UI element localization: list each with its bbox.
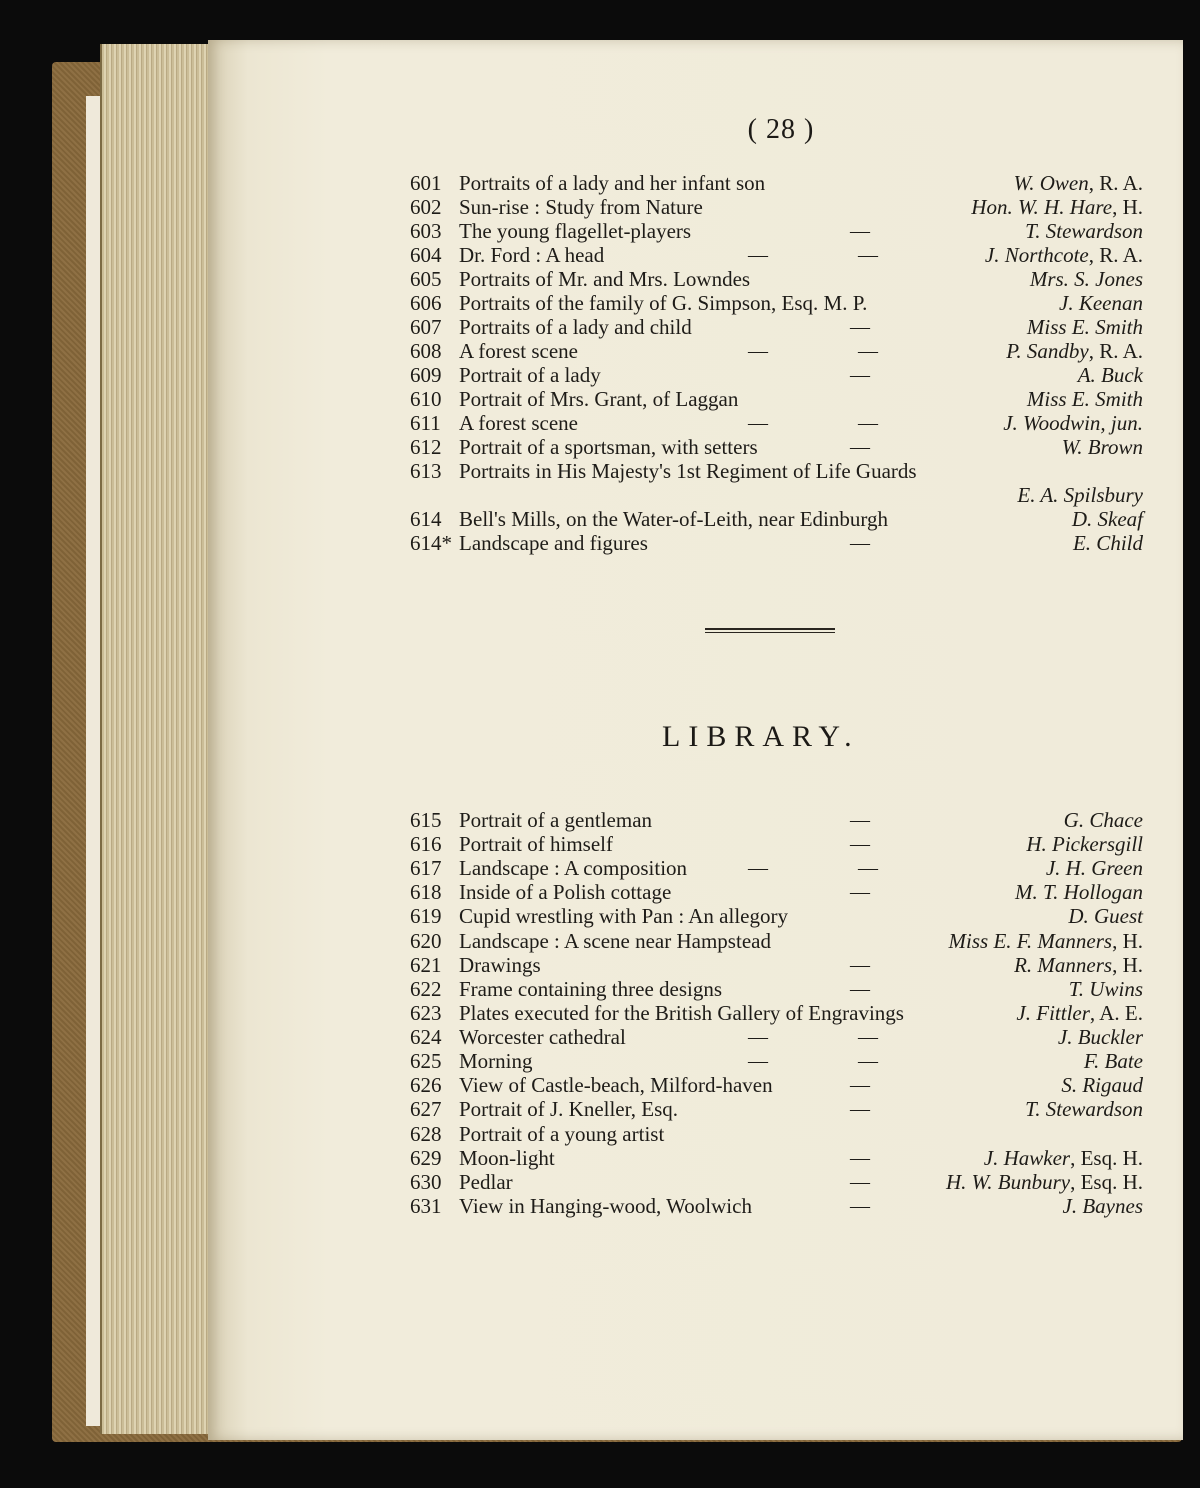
entry-title: Frame containing three designs: [459, 977, 723, 1001]
artist-name: T. Uwins: [1068, 977, 1143, 1001]
entry-title: Sun-rise : Study from Nature: [459, 195, 703, 219]
entry-title: Landscape and figures: [459, 531, 648, 555]
leader-dash: —: [748, 1026, 768, 1048]
entry-artist: [1016, 1001, 1143, 1025]
artist-rank: , Esq. H.: [1070, 1146, 1143, 1170]
leader-dash: —: [858, 1050, 878, 1072]
entry-number: 620: [410, 929, 442, 953]
entry-artist: [985, 243, 1143, 267]
entry-number: 618: [410, 880, 442, 904]
entry-title: Pedlar: [459, 1170, 513, 1194]
entry-artist: [1058, 1025, 1143, 1049]
entry-artist: [1046, 856, 1143, 880]
entry-title: Portraits of Mr. and Mrs. Lowndes: [459, 267, 751, 291]
entry-title: View in Hanging-wood, Woolwich: [459, 1194, 752, 1218]
leader-dash: —: [850, 1171, 870, 1193]
artist-rank: , Esq. H.: [1070, 1170, 1143, 1194]
leader-dash: —: [850, 809, 870, 831]
artist-name: W. Owen: [1013, 171, 1089, 195]
entry-title: View of Castle-beach, Milford-haven: [459, 1073, 773, 1097]
entry-title: Portrait of a lady: [459, 363, 601, 387]
entry-artist: [1025, 219, 1143, 243]
entry-number: 631: [410, 1194, 442, 1218]
entry-artist: [1061, 1073, 1143, 1097]
entry-number: 601: [410, 171, 442, 195]
leader-dash: —: [850, 1074, 870, 1096]
artist-rank: , H.: [1112, 929, 1143, 953]
entry-title: Portrait of Mrs. Grant, of Laggan: [459, 387, 739, 411]
entry-artist: [1006, 339, 1143, 363]
entry-title: Portrait of a young artist: [459, 1122, 665, 1146]
leader-dash: —: [858, 412, 878, 434]
entry-title: Moon-light: [459, 1146, 555, 1170]
section-heading-library: LIBRARY.: [662, 720, 860, 753]
artist-name: J. Fittler: [1016, 1001, 1090, 1025]
leader-dash: —: [850, 1147, 870, 1169]
entry-title: Portraits of a lady and child: [459, 315, 692, 339]
artist-name: Miss E. Smith: [1026, 387, 1143, 411]
artist-name: W. Brown: [1061, 435, 1143, 459]
entry-title: Portrait of J. Kneller, Esq.: [459, 1097, 679, 1121]
entry-artist: [1027, 387, 1143, 411]
leader-dash: —: [850, 532, 870, 554]
leader-dash: —: [858, 340, 878, 362]
artist-rank: , R. A.: [1088, 339, 1143, 363]
entry-title: Landscape : A composition: [459, 856, 688, 880]
entry-title: Portrait of himself: [459, 832, 613, 856]
entry-artist: [1025, 1097, 1143, 1121]
entry-artist: [1062, 435, 1143, 459]
artist-rank: , A. E.: [1089, 1001, 1143, 1025]
leader-dash: —: [850, 364, 870, 386]
entry-number: 608: [410, 339, 442, 363]
entry-number: 617: [410, 856, 442, 880]
entry-613-artist: E. A. Spilsbury: [1017, 483, 1143, 507]
artist-name: M. T. Hollogan: [1015, 880, 1143, 904]
artist-name: Miss E. Smith: [1026, 315, 1143, 339]
leader-dash: —: [850, 881, 870, 903]
entry-title: A forest scene: [459, 339, 578, 363]
entry-number: 610: [410, 387, 442, 411]
entry-number: 604: [410, 243, 442, 267]
leader-dash: —: [748, 244, 768, 266]
entry-number: 612: [410, 435, 442, 459]
artist-name: J. Woodwin, jun.: [1003, 411, 1143, 435]
leader-dash: —: [850, 1098, 870, 1120]
artist-name: R. Manners: [1014, 953, 1113, 977]
entry-artist: [1027, 315, 1143, 339]
artist-name: Mrs. S. Jones: [1029, 267, 1143, 291]
entry-number: 607: [410, 315, 442, 339]
artist-name: T. Stewardson: [1025, 1097, 1143, 1121]
entry-number: 611: [410, 411, 441, 435]
entry-title: Cupid wrestling with Pan : An allegory: [459, 904, 788, 928]
leader-dash: —: [748, 340, 768, 362]
entry-number: 614: [410, 507, 442, 531]
page-number: ( 28 ): [747, 114, 815, 145]
leader-dash: —: [748, 1050, 768, 1072]
entry-artist: [971, 195, 1143, 219]
artist-name: S. Rigaud: [1061, 1073, 1143, 1097]
entry-artist: [1069, 977, 1143, 1001]
entry-title: Inside of a Polish cottage: [459, 880, 672, 904]
leader-dash: —: [850, 1195, 870, 1217]
entry-title: Bell's Mills, on the Water-of-Leith, near Edinburgh: [459, 507, 888, 531]
artist-name: A. Buck: [1077, 363, 1143, 387]
entry-number: 609: [410, 363, 442, 387]
entry-title: Worcester cathedral: [459, 1025, 626, 1049]
leader-dash: —: [850, 436, 870, 458]
leader-dash: —: [850, 978, 870, 1000]
artist-name: J. Buckler: [1057, 1025, 1143, 1049]
entry-artist: [1072, 507, 1143, 531]
entry-number: 626: [410, 1073, 442, 1097]
page-edges: [100, 44, 220, 1434]
entry-artist: [949, 929, 1143, 953]
entry-artist: [1068, 904, 1143, 928]
artist-name: D. Guest: [1068, 904, 1143, 928]
artist-name: T. Stewardson: [1025, 219, 1143, 243]
entry-number: 623: [410, 1001, 442, 1025]
entry-number: 615: [410, 808, 442, 832]
artist-name: F. Bate: [1083, 1049, 1143, 1073]
artist-name: H. W. Bunbury: [946, 1170, 1071, 1194]
entry-title: Plates executed for the British Gallery of Engravings: [459, 1001, 904, 1025]
entry-number: 630: [410, 1170, 442, 1194]
entry-title: Drawings: [459, 953, 541, 977]
entry-title: Dr. Ford : A head: [459, 243, 605, 267]
entry-artist: [1064, 808, 1143, 832]
leader-dash: —: [850, 833, 870, 855]
entry-number: 614*: [410, 531, 452, 555]
leader-dash: —: [850, 954, 870, 976]
entry-number: 603: [410, 219, 442, 243]
artist-name: J. Northcote: [984, 243, 1089, 267]
artist-rank: , H.: [1112, 195, 1143, 219]
artist-name: J. Hawker: [983, 1146, 1071, 1170]
entry-artist: [1059, 291, 1143, 315]
artist-name: Miss E. F. Manners: [948, 929, 1113, 953]
entry-title: Portrait of a sportsman, with setters: [459, 435, 758, 459]
artist-name: E. Child: [1072, 531, 1143, 555]
leader-dash: —: [850, 220, 870, 242]
entry-artist: [1014, 953, 1143, 977]
entry-artist: [1073, 531, 1143, 555]
artist-name: D. Skeaf: [1071, 507, 1143, 531]
artist-name: J. H. Green: [1045, 856, 1143, 880]
entry-title: Portraits of a lady and her infant son: [459, 171, 766, 195]
entry-title: Portraits in His Majesty's 1st Regiment of Life Guards: [459, 459, 917, 483]
entry-number: 606: [410, 291, 442, 315]
entry-number: 628: [410, 1122, 442, 1146]
entry-artist: [1003, 411, 1143, 435]
entry-artist: [1030, 267, 1143, 291]
entry-artist: [1084, 1049, 1143, 1073]
entry-number: 605: [410, 267, 442, 291]
entry-number: 616: [410, 832, 442, 856]
leader-dash: —: [858, 857, 878, 879]
entry-number: 624: [410, 1025, 442, 1049]
entry-number: 625: [410, 1049, 442, 1073]
entry-title: Portraits of the family of G. Simpson, Esq. M. P.: [459, 291, 868, 315]
entry-title: A forest scene: [459, 411, 578, 435]
entry-number: 627: [410, 1097, 442, 1121]
artist-name: H. Pickersgill: [1026, 832, 1143, 856]
entry-artist: [1026, 832, 1143, 856]
entry-artist: [946, 1170, 1143, 1194]
entry-artist: [1014, 171, 1143, 195]
entry-number: 621: [410, 953, 442, 977]
artist-name: Hon. W. H. Hare: [971, 195, 1113, 219]
leader-dash: —: [748, 857, 768, 879]
entry-title: Landscape : A scene near Hampstead: [459, 929, 771, 953]
leader-dash: —: [858, 1026, 878, 1048]
artist-rank: , R. A.: [1088, 171, 1143, 195]
leader-dash: —: [858, 244, 878, 266]
entry-number: 602: [410, 195, 442, 219]
entry-number: 613: [410, 459, 442, 483]
leader-dash: —: [748, 412, 768, 434]
entry-title: The young flagellet-players: [459, 219, 692, 243]
artist-name: J. Baynes: [1062, 1194, 1143, 1218]
entry-artist: [1015, 880, 1143, 904]
entry-title: Portrait of a gentleman: [459, 808, 653, 832]
entry-artist: [1063, 1194, 1143, 1218]
entry-number: 622: [410, 977, 442, 1001]
artist-name: P. Sandby: [1006, 339, 1089, 363]
entry-title: Morning: [459, 1049, 533, 1073]
entry-artist: [984, 1146, 1143, 1170]
artist-name: G. Chace: [1063, 808, 1143, 832]
artist-rank: , R. A.: [1088, 243, 1143, 267]
entry-number: 629: [410, 1146, 442, 1170]
leader-dash: —: [850, 316, 870, 338]
artist-name: J. Keenan: [1059, 291, 1143, 315]
section-divider-ornament: [705, 628, 835, 634]
entry-artist: [1078, 363, 1143, 387]
artist-rank: , H.: [1112, 953, 1143, 977]
entry-number: 619: [410, 904, 442, 928]
